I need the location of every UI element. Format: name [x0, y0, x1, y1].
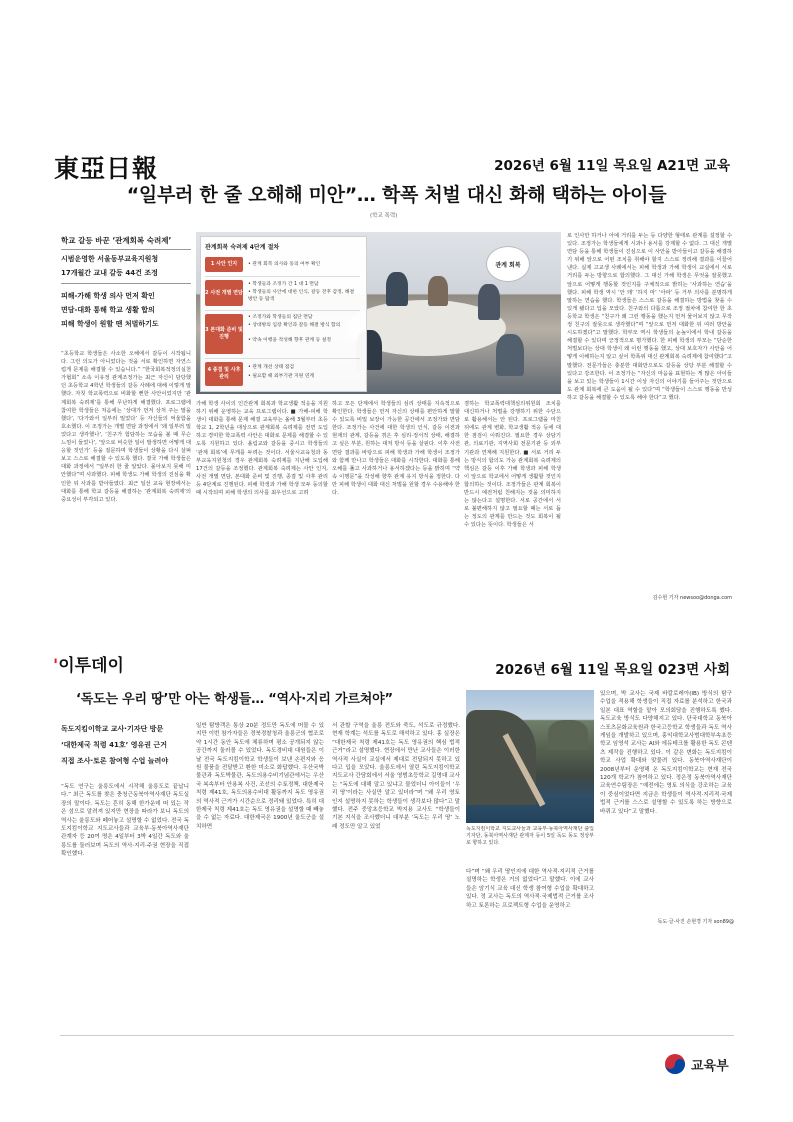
etoday-logo-text: 이투데이 [58, 656, 124, 676]
dokdo-photo [466, 690, 594, 823]
step-1-line-1: • 관계 회복 의사와 동의 여부 확인 [248, 262, 321, 267]
dokdo-islet [548, 720, 588, 750]
article1-column-5: 로 인사만 하거나 아예 거리를 두는 등 다양한 형태로 관계를 설정할 수 있다. 조정가는 학생들에게 시과나 용서를 강제할 수 없다. 그 대신 개별 면담 등을 통해 학생들이 진심으로 이 사안을 받아들이고 갈등을 해결하기 위해 앞으로 어떤 조치를 취해야 할지 스스로 정리해 결과를 이끌어낸다. 실제 고교생 사례에서는 피해 학생과 가해 학생이 교실에서 서로 거리를 두는 방향으로 합의했다. 그 대신 가해 학생은 무엇을 잘못했고 앞으로 어떻게 행동할 것인지를 구체적으로 밝히는 ‘사과하는 연습’을 했다. 피해 학생 역시 ‘안 돼’ ‘하지 마’ ‘아파’ 등 거부 의사를 분명하게 말하는 연습을 했다. 학생들은 스스로 갈등을 해결하는 방법을 찾을 수 있게 됐다고 입을 모았다. 친구와의 다툼으로 조정 절차에 참여한 한 초등학교 학생은 “친구가 왜 그런 행동을 했는지 먼저 물어보지 않고 무작정 친구의 잘못으로 생각했다”며 “앞으로 먼저 대화한 뒤 여러 방안을 시도하겠다”고 말했다. 학부모 역시 학생들의 눈높이에서 학내 갈등을 해결할 수 있다며 긍정적으로 평가했다. 한 피해 학생의 부모는 “단순한 처벌보다는 상대 학생이 왜 이런 행동을 했고, 상대 보호자가 사안을 어떻게 이해하는지 알고 싶어 학폭위 대신 관계회복 숙려제에 참여했다”고 말했다. 전문가들은 충분한 대화만으로도 갈등을 상당 부분 해결할 수 있다고 강조한다. 이 조정가는 “자신의 마음을 표현하는 게 많은 아이들을 보고 있는 학생들이 1시간 이상 자신의 이야기를 들어주는 것만으로도 관계 회복에 큰 도움이 될 수 있다”며 “학생들이 스스로 행동을 반성하고 갈등을 해결할 수 있도록 해야 한다”고 했다. [567, 233, 732, 401]
step-3-line-2: • 상대방의 입장 확인과 갈등 해결 방식 합의 [248, 323, 341, 328]
relationship-sign-text: 관계 회복 [495, 261, 521, 269]
donga-logo: 東亞日報 [54, 154, 159, 183]
step-3-line-3: • 약속 이행을 작성해 향후 관계 등 설정 [248, 338, 332, 343]
article1-column-4: 겸하는 학교폭력대책심의위원회 조치를 대신하거나 처벌을 강행하기 위한 수단으로 활용해서는 안 된다. 프로그램을 마친 뒤에도 관계 변화, 학교생활 적응 등에 대한 점검이 이뤄진다. 필요한 경우 상담기관, 의료기관, 지역사회 전문기관 등 외부 기관과 연계해 지원한다. ■ 서로 거리 두는 방식의 합의도 가능 관계회복 숙려제의 핵심은 갈등 이후 가해 학생과 피해 학생이 앞으로 학교에서 어떻게 생활할 것인지 합의하는 것이다. 조정가들은 관계 회복이 반드시 예전처럼 친해지는 것을 의미하지는 않는다고 설명한다. 서로 공간에서 서로 불편해하지 않고 필요할 때는 서로 돕는 정도의 관계를 만드는 것도 회복이 될 수 있다는 뜻이다. 학생들은 서 [464, 401, 561, 529]
article2-subhead-1: 독도지킴이학교 교사·기자단 방문 [61, 725, 164, 733]
step-divider [205, 358, 360, 359]
step-divider [205, 276, 360, 277]
article1-kicker: 학교 갈등 바꾼 ‘관계회복 숙려제’ [61, 236, 172, 245]
relationship-sign [486, 246, 530, 282]
step-1-label: 1 사안 인지 [205, 257, 243, 272]
article2-byline: 독도·글·사진 손현경 기자 son89@ [657, 919, 734, 925]
person-figure [428, 276, 448, 306]
step-4-line-2: • 필요할 때 외부기관 지원 연계 [248, 374, 315, 379]
article1-tag: (학교 폭력) [370, 213, 398, 219]
person-figure [386, 272, 408, 306]
ministry-name: 교육부 [691, 1058, 729, 1074]
person-figure [496, 334, 524, 376]
step-2-label: 2 사전 개별 면담 [205, 280, 243, 306]
article1-subhead-5: 피해 학생이 원할 땐 처벌하기도 [61, 320, 159, 328]
article2-dateline: 2026년 6월 11일 목요일 023면 사회 [495, 662, 730, 678]
article1-subhead-rule [61, 283, 191, 284]
step-3-label: 3 본대화 준비 및 진행 [205, 314, 243, 354]
step-3-line-1: • 조정가와 학생들의 집단 면담 [248, 315, 313, 320]
article1-subhead-4: 면담-대화 통해 학교 생활 합의 [61, 306, 155, 314]
article1-column-1: “초등학교 학생들은 사소한 오해에서 갈등이 시작됩니다. 그런 의도가 아니었다는 것을 서로 확인하면 자연스럽게 문제를 해결할 수 있습니다.” “한국회복적정의실천가협회” 소속 이유정 관계조정가는 최근 자신이 담당했던 초등학교 4학년 학생들의 갈등 사례에 대해 이렇게 말했다. 자칫 학교폭력으로 비화할 뻔한 사안이었지만 ‘관계회복 숙려제’를 통해 무난하게 해결했다. 프로그램에 참여한 학생들은 처음에는 ‘상대가 먼저 상처 주는 말을 했다’, ‘다가와서 일부러 밀었다’ 등 자신들의 억울함을 호소했다. 이 조정가는 개별 면담 과정에서 ‘왜 일부러 밀었다고 생각했나’, ‘친구가 험담하는 모습을 볼 때 무슨 느낌이 들었나’, ‘앞으로 비슷한 일이 발생하면 어떻게 대응할 것인가’ 등을 질문하며 학생들이 상황을 다시 살펴보고 스스로 해결할 수 있도록 했다. 결국 가해 학생들은 대화 과정에서 “일부러 한 줄 알았다. 몰아보지 못해 미안했다”며 사과했다. 피해 학생도 가해 학생의 진심을 확인한 뒤 사과를 받아들였다. 최근 일선 교육 현장에서는 대화를 통해 학교 갈등을 해결하는 ‘관계회복 숙려제’의 중요성이 부각되고 있다. [61, 351, 191, 503]
step-2-line-1: • 학생들과 조정가 간 1 대 1 면담 [248, 282, 319, 287]
taegeuk-icon [664, 1053, 686, 1075]
step-2-line-2: • 학생들의 사안에 대한 인식, 갈등 전후 감정, 해결 방안 등 탐색 [248, 290, 355, 302]
step-divider [205, 310, 360, 311]
article1-subhead-3: 피해-가해 학생 의사 먼저 확인 [61, 292, 155, 300]
article1-column-2: 가해 학생 사이의 인간관계 회복과 학교생활 적응을 지원하기 위해 운영하는 교육 프로그램이다. ■ 가해-피해 학생이 대화를 통해 문제 해결 교육부는 올해 3월부터 초등학교 1, 2학년을 대상으로 관계회복 숙려제를 전면 도입하고 경미한 학교폭력 사안은 대화로 문제를 해결할 수 있도록 지원하고 있다. 올림교와 갈등을 중시고 학생들의 ‘관계 회복’에 무게를 두려는 것이다. 서울시교육청과 동부교육지원청의 경우 관계회복 숙려제를 지난해 도입해 17건의 갈등을 조정했다. 관계회복 숙려제는 사안 인지, 사전 개별 면담, 본대화 준비 및 진행, 종결 및 사후 관리 등 4단계로 진행된다. 피해 학생과 가해 학생 모두 동의할 때 시작되며 피해 학생의 의사를 최우선으로 고려 [196, 401, 328, 497]
article1-dateline: 2026년 6월 11일 목요일 A21면 교육 [494, 158, 730, 174]
person-figure [478, 284, 500, 320]
article2-subhead-2: ‘대한제국 칙령 41호’ 영유권 근거 [61, 741, 167, 749]
article2-column-2: 일반 탐방객은 통상 20분 정도만 독도에 머물 수 있지만 이번 참가자들은 경북경찰청과 울릉군의 협조로 약 1시간 동안 독도에 체류하며 평소 공개되지 않는 공간까지 둘러볼 수 있었다. 독도경비대 대원들은 이날 전국 독도지킴이학교 학생들이 보낸 손편지와 응원 물품을 전달받고 환한 미소로 화답했다. 우산국박물관과 독도박물관, 독도의용수비기념관에서는 우산국 복속부터 안용복 사건, 조선의 수토정책, 대한제국 칙령 제41호, 독도의용수비대 활동까지 독도 영유권의 역사적 근거가 시간순으로 정리돼 있었다. 특히 대한제국 칙령 제41호는 독도 영유권을 설명할 때 빼놓을 수 없는 자료다. 대한제국은 1900년 울도군을 설치하면 [196, 723, 324, 830]
infographic-panel [200, 236, 367, 392]
article1-kicker-rule [61, 249, 191, 250]
article2-headline: ‘독도는 우리 땅’만 아는 학생들… “역사·지리 가르쳐야” [76, 692, 393, 707]
footer-rule [60, 1035, 734, 1036]
article1-column-3: 하고 모든 단계에서 학생들의 심리 상태를 지속적으로 확인한다. 학생들은 먼저 자신의 상태를 편안하게 말할 수 있도록 비밀 보장이 가능한 공간에서 조정가와 면담한다. 조정가는 사건에 대한 학생의 인식, 갈등 이전과 현재의 관계, 갈등을 겪은 후 심리·정서적 상태, 해결하고 싶은 부분, 원하는 대처 방식 등을 살핀다. 이후 사전 면담 결과를 바탕으로 피해 학생과 가해 학생이 조정가와 함께 만나고 학생들은 대화를 시작한다. 대화를 통해 오해를 풀고 사과하거나 용서하겠다는 등을 밝히며 “약속 이행문”을 작성해 향후 관계 유지 방식을 정한다. 다만 피해 학생이 대화 대신 처벌을 원할 경우 수용해야 한다. [332, 401, 460, 497]
dokdo-photo-caption: 독도지킴이학교 지도교사들과 교육부·동북아역사재단 출입기자단, 동북아역사재단 관계자 등이 5일 독도 동도 정상부로 향하고 있다. [466, 826, 594, 847]
article2-column-4: 다”며 “왜 우리 땅인지에 대한 역사적·지리적 근거를 설명하는 학생은 거의 없었다”고 말했다. 이에 교사들은 암기식 교육 대신 학생 참여형 수업을 확대하고 있다. 정 교사는 독도의 역사적·국제법적 근거를 조사하고 토론하는 프로젝트형 수업을 운영하고 [466, 869, 594, 909]
article2-column-1: “독도 연구는 울릉도에서 시작해 울릉도로 끝납니다.” 최근 독도를 찾은 충청근동북아역사재단 독도실장의 말이다. 독도는 흔히 동해 한가운데 떠 있는 작은 섬으로 알려져 있지만 현장을 따라가 보니 독도의 역사는 울릉도와 떼어놓고 설명할 수 없었다. 전국 독도지킴이학교 지도교사들과 교육부·동북아역사재단 관계자 등 20여 명은 4일부터 3박 4일간 독도와 울릉도를 둘러보며 독도의 역사·지리·주권 현장을 직접 확인했다. [61, 784, 189, 858]
infographic-title: 관계회복 숙려제 4단계 절차 [205, 244, 280, 251]
step-4-label: 4 종결 및 사후 관리 [205, 362, 243, 386]
article1-subhead-2: 17개월간 교내 갈등 44건 조정 [61, 269, 158, 277]
article1-headline: “일부러 한 줄 오해해 미안”… 학폭 처벌 대신 화해 택하는 아이들 [126, 184, 667, 206]
article2-subhead-3: 직접 조사·토론 참여형 수업 늘려야 [61, 757, 169, 765]
article2-column-3: 서 관할 구역을 울릉 전도와 죽도, 석도로 규정했다. 현재 학계는 석도를 독도로 해석하고 있다. 홍 실장은 “대한제국 칙령 제41호는 독도 영유권의 핵심 법적 근거”라고 설명했다. 현장에서 만난 교사들은 이러한 역사적 사실이 교실에서 제대로 전달되지 못하고 있다고 입을 모았다. 울릉도에서 열린 독도지킴이학교 지도교사 간담회에서 서울 영범초등학교 길명대 교사는 “독도에 대해 알고 있냐고 물었더니 아이들이 ‘우리 땅’이라는 사실만 알고 있더라”며 “왜 우리 영토인지 설명하지 못하는 학생들이 생각보다 많다”고 말했다. 전주 중앙초등학교 박지용 교사도 “학생들이 기본 지식을 조사했더니 대부분 ‘독도는 우리 땅’ 노래 정도만 알고 있었 [332, 723, 460, 830]
etoday-logo-mark: ' [53, 656, 59, 676]
article2-column-5: 있으며, 박 교사는 국제 바칼로레아(IB) 방식의 탐구 수업을 적용해 학생들이 직접 자료를 분석하고 한국과 일본 대표 역할을 맡아 모의회담을 진행하도록 했다. 독도교육 방식도 다양해지고 있다. 단국대학교 동북아스포츠문화교육원과 한국고등학교 학생들과 독도 역사 게임을 개발하고 있으며, 홍익대학교사범대학부속초등학교 임영석 교사는 AI와 에듀테크를 활용한 독도 콘텐츠 제작을 진행하고 있다. 이 같은 변화는 독도지킴이학교 사업 확대와 맞물려 있다. 동북아역사재단이 2008년부터 운영해 온 독도지킴이학교는 현재 전국 120개 학교가 참여하고 있다. 정은정 동북아역사재단 교육연수팀장은 “예전에는 영토 의식을 강조하는 교육이 중심이었다면 지금은 학생들이 역사적·지리적·국제법적 근거를 스스로 설명할 수 있도록 하는 방향으로 바뀌고 있다”고 말했다. [600, 691, 732, 815]
etoday-logo [53, 651, 124, 676]
article1-byline: 김수현 기자 newsoo@donga.com [652, 595, 732, 601]
mediation-photo [196, 232, 561, 394]
article1-subhead-1: 시범운영한 서울동부교육지원청 [61, 255, 159, 263]
ministry-logo [664, 1052, 744, 1076]
step-4-line-1: • 관계 개선 상태 점검 [248, 365, 294, 370]
dokdo-rock [466, 710, 536, 805]
